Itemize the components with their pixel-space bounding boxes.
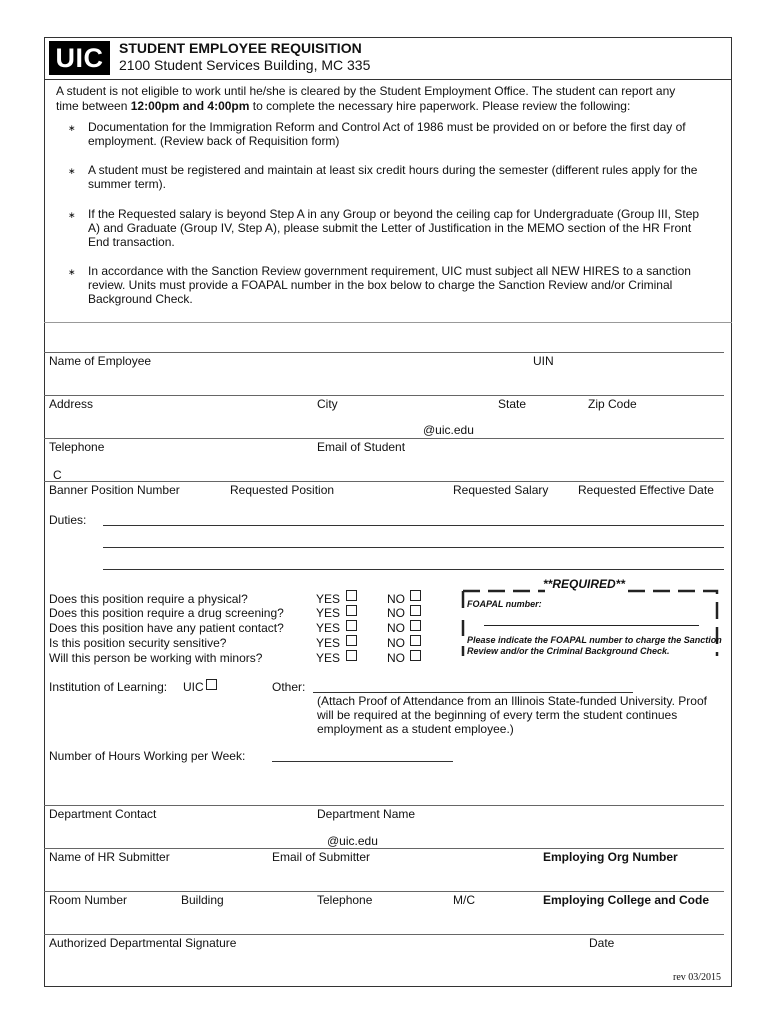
zip-label: Zip Code [588, 397, 637, 411]
authorized-signature-label: Authorized Departmental Signature [49, 936, 237, 950]
department-line[interactable] [44, 805, 724, 806]
duties-line-3[interactable] [103, 569, 724, 570]
foapal-note-line-2: Review and/or the Criminal Background Check. [467, 646, 670, 656]
no-label: NO [387, 592, 405, 606]
foapal-required-label: **REQUIRED** [543, 577, 626, 591]
department-contact-label: Department Contact [49, 807, 157, 821]
institution-note-line-2: will be required at the beginning of every term the student continues [317, 708, 678, 722]
banner-position-number-label: Banner Position Number [49, 483, 180, 497]
intro-line-2: time between 12:00pm and 4:00pm to complete the necessary hire paperwork. Please review the following: [56, 99, 631, 113]
foapal-note-line-1: Please indicate the FOAPAL number to charge the Sanction [467, 635, 722, 645]
no-label: NO [387, 651, 405, 665]
institution-note-line-3: employment as a student employee.) [317, 722, 514, 736]
form-title: STUDENT EMPLOYEE REQUISITION [119, 40, 362, 56]
bullet-icon: ∗ [68, 267, 76, 277]
department-telephone-label: Telephone [317, 893, 373, 907]
duties-label: Duties: [49, 513, 87, 527]
question-physical: Does this position require a physical? [49, 592, 248, 606]
hours-per-week-label: Number of Hours Working per Week: [49, 749, 246, 763]
minors-yes-checkbox[interactable] [346, 650, 357, 661]
mc-label: M/C [453, 893, 475, 907]
bullet-sanction: In accordance with the Sanction Review government requirement, UIC must subject all NEW HIRES to a sanction review. Units must provide a FOAPAL number in the box below to charge the Sanction Review and/or Criminal Background Check. [88, 264, 691, 306]
yes-label: YES [316, 651, 341, 665]
address-line[interactable] [44, 395, 724, 396]
no-label: NO [387, 606, 405, 620]
bullet-salary: If the Requested salary is beyond Step A in any Group or beyond the ceiling cap for Undergraduate (Group III, Step A) and Graduate (Group IV, Step A), please submit the Letter of Justification in the MEMO section of the HR Front End transaction. [88, 207, 700, 249]
signature-line[interactable] [44, 934, 724, 935]
question-drug-screening: Does this position require a drug screening? [49, 606, 284, 620]
city-label: City [317, 397, 338, 411]
uic-logo: UIC [49, 41, 110, 75]
duties-line-2[interactable] [103, 547, 724, 548]
header-divider [44, 79, 732, 80]
uic-checkbox[interactable] [206, 679, 217, 690]
question-security-sensitive: Is this position security sensitive? [49, 636, 227, 650]
foapal-number-label: FOAPAL number: [467, 599, 542, 609]
drug-screening-no-checkbox[interactable] [410, 605, 421, 616]
employing-college-label: Employing College and Code [543, 893, 710, 907]
banner-c-prefix: C [53, 468, 62, 482]
state-label: State [498, 397, 527, 411]
position-line[interactable] [44, 481, 724, 482]
yes-label: YES [316, 621, 341, 635]
bullet-ircd: Documentation for the Immigration Reform and Control Act of 1986 must be provided on or before the first day of employment. (Review back of Requisition form) [88, 120, 686, 148]
section-divider [44, 322, 732, 323]
bullet-icon: ∗ [68, 210, 76, 220]
other-label: Other: [272, 680, 306, 694]
question-minors: Will this person be working with minors? [49, 651, 263, 665]
question-patient-contact: Does this position have any patient contact? [49, 621, 284, 635]
physical-no-checkbox[interactable] [410, 590, 421, 601]
revision-label: rev 03/2015 [673, 972, 722, 983]
hr-submitter-label: Name of HR Submitter [49, 850, 170, 864]
student-email-domain: @uic.edu [423, 423, 474, 437]
requested-position-label: Requested Position [230, 483, 335, 497]
email-of-submitter-label: Email of Submitter [272, 850, 371, 864]
yes-label: YES [316, 606, 341, 620]
uic-option-label: UIC [183, 680, 204, 694]
address-label: Address [49, 397, 94, 411]
room-line[interactable] [44, 891, 724, 892]
bullet-icon: ∗ [68, 123, 76, 133]
patient-contact-no-checkbox[interactable] [410, 620, 421, 631]
telephone-line[interactable] [44, 438, 724, 439]
hours-per-week-input[interactable] [272, 761, 453, 762]
department-name-label: Department Name [317, 807, 416, 821]
telephone-label: Telephone [49, 440, 105, 454]
date-label: Date [589, 936, 615, 950]
yes-label: YES [316, 592, 341, 606]
no-label: NO [387, 621, 405, 635]
other-institution-input[interactable] [313, 692, 633, 693]
bullet-registration: A student must be registered and maintain at least six credit hours during the semester (different rules apply for the summer term). [88, 163, 698, 191]
office-address: 2100 Student Services Building, MC 335 [119, 57, 371, 73]
duties-line-1[interactable] [103, 525, 724, 526]
hr-submitter-line[interactable] [44, 848, 724, 849]
foapal-number-input[interactable] [484, 625, 699, 626]
requested-effective-date-label: Requested Effective Date [578, 483, 714, 497]
employing-org-number-label: Employing Org Number [543, 850, 678, 864]
submitter-email-domain: @uic.edu [327, 834, 378, 848]
email-of-student-label: Email of Student [317, 440, 406, 454]
intro-line-1: A student is not eligible to work until he/she is cleared by the Student Employment Office. The student can report any [56, 84, 676, 98]
institution-note-line-1: (Attach Proof of Attendance from an Illinois State-funded University. Proof [317, 694, 707, 708]
patient-contact-yes-checkbox[interactable] [346, 620, 357, 631]
name-line[interactable] [44, 352, 724, 353]
physical-yes-checkbox[interactable] [346, 590, 357, 601]
building-label: Building [181, 893, 224, 907]
institution-label: Institution of Learning: [49, 680, 168, 694]
room-number-label: Room Number [49, 893, 128, 907]
minors-no-checkbox[interactable] [410, 650, 421, 661]
bullet-icon: ∗ [68, 166, 76, 176]
requested-salary-label: Requested Salary [453, 483, 549, 497]
drug-screening-yes-checkbox[interactable] [346, 605, 357, 616]
yes-label: YES [316, 636, 341, 650]
security-sensitive-yes-checkbox[interactable] [346, 635, 357, 646]
name-of-employee-label: Name of Employee [49, 354, 152, 368]
no-label: NO [387, 636, 405, 650]
uin-label: UIN [533, 354, 554, 368]
security-sensitive-no-checkbox[interactable] [410, 635, 421, 646]
